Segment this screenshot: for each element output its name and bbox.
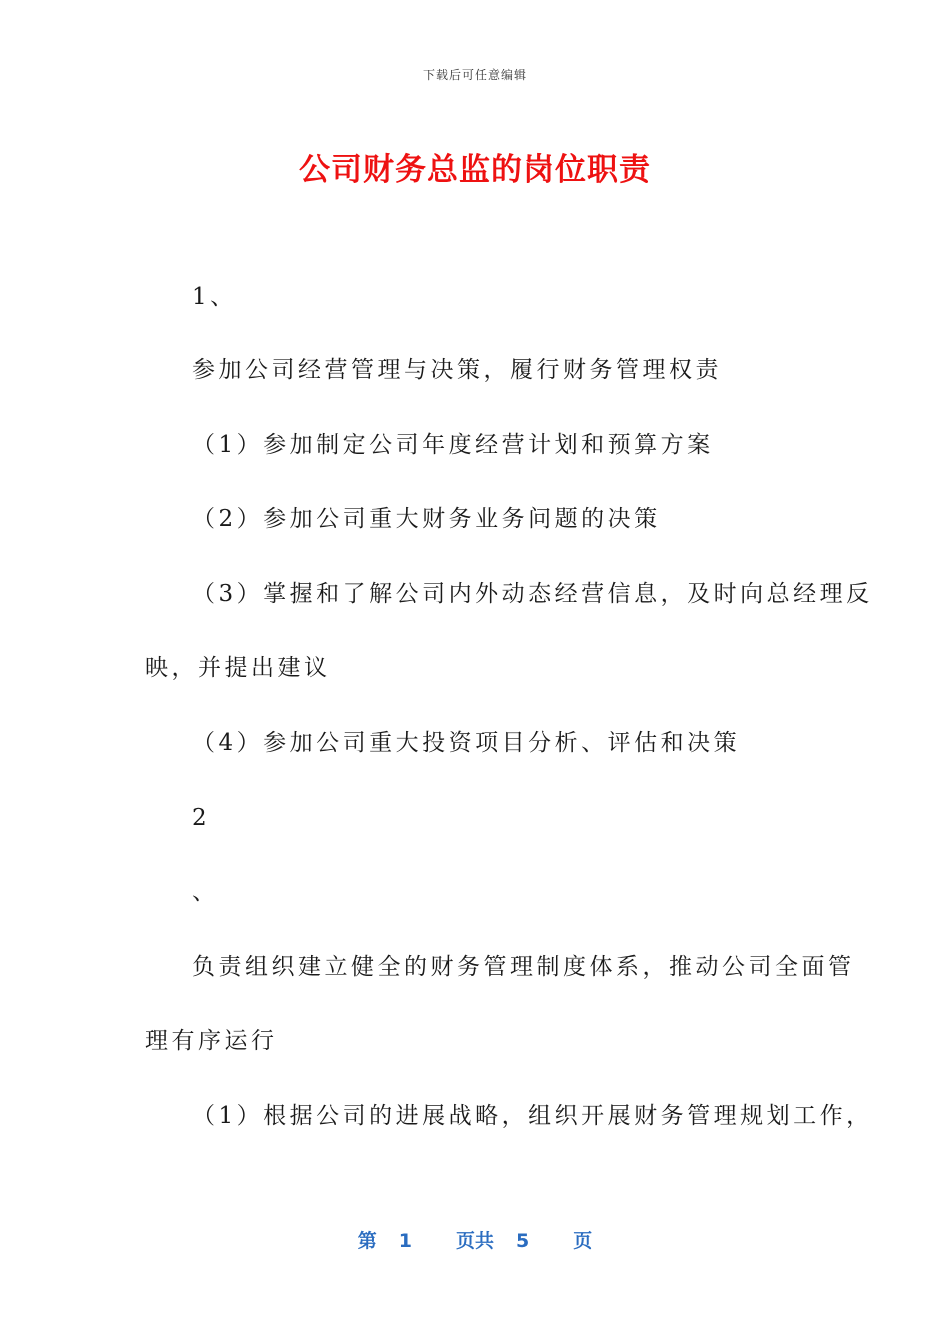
list-item: （3）掌握和了解公司内外动态经营信息，及时向总经理反 (192, 581, 873, 607)
document-title: 公司财务总监的岗位职责 (299, 152, 651, 188)
section-number-1: 1、 (192, 284, 237, 310)
section-heading-2-continuation: 理有序运行 (145, 1028, 278, 1054)
list-item: （4）参加公司重大投资项目分析、评估和决策 (192, 730, 741, 756)
section-heading-2: 负责组织建立健全的财务管理制度体系，推动公司全面管 (192, 954, 855, 980)
list-item: （1）参加制定公司年度经营计划和预算方案 (192, 432, 714, 458)
page-label-prefix: 第 (357, 1230, 377, 1252)
section-heading-1: 参加公司经营管理与决策，履行财务管理权责 (192, 357, 722, 383)
current-page-number: 1 (398, 1230, 412, 1252)
header-note: 下载后可任意编辑 (422, 68, 527, 82)
section-number-2-mark: 、 (192, 879, 219, 905)
page-label-suffix: 页 (573, 1230, 593, 1252)
total-pages-number: 5 (516, 1230, 530, 1252)
list-item-continuation: 映，并提出建议 (145, 655, 331, 681)
page-label-middle: 页共 (455, 1230, 494, 1252)
list-item: （1）根据公司的进展战略，组织开展财务管理规划工作， (192, 1103, 873, 1129)
list-item: （2）参加公司重大财务业务问题的决策 (192, 506, 661, 532)
page-footer (0, 1226, 950, 1253)
section-number-2: 2 (192, 805, 211, 831)
